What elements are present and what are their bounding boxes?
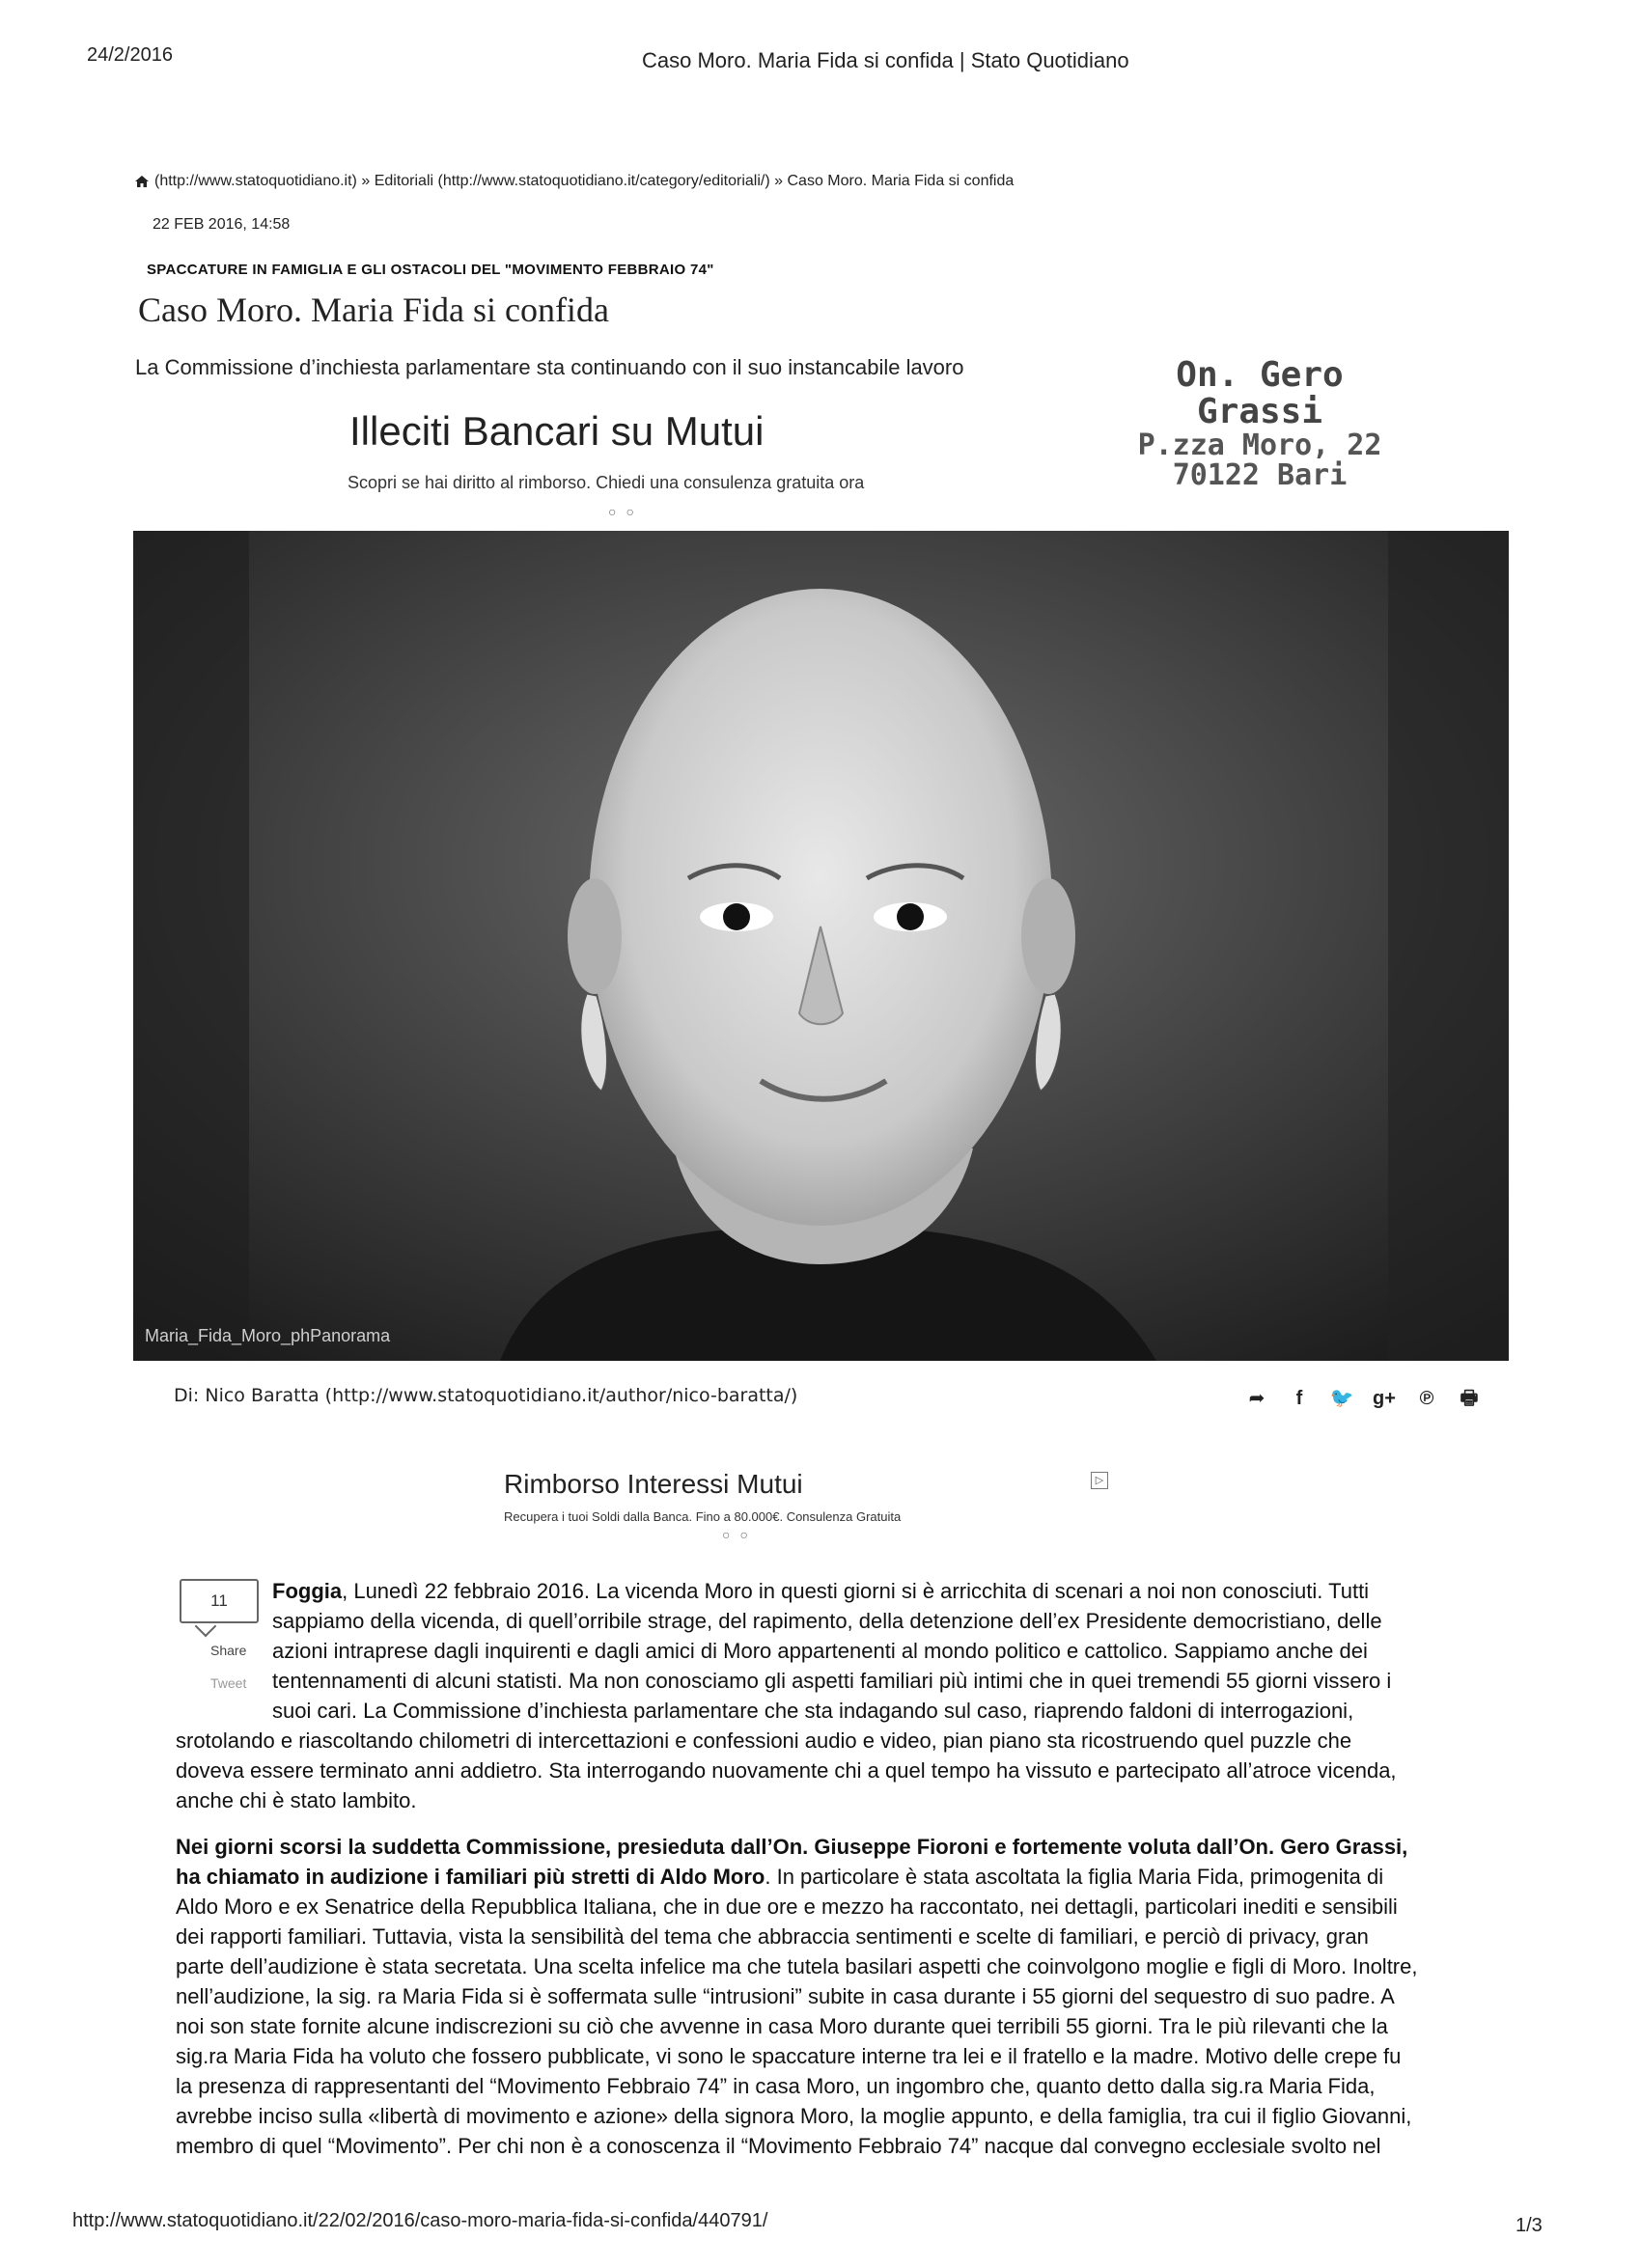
pinterest-icon[interactable]: ℗ <box>1419 1388 1434 1409</box>
tweet-button[interactable]: Tweet <box>210 1675 247 1691</box>
share-toolbar <box>1236 1384 1490 1417</box>
ad-pagination-dots[interactable]: ○○ <box>608 504 644 519</box>
breadcrumb-section-link[interactable]: Editoriali (http://www.statoquotidiano.it/category/editoriali/) <box>374 173 770 189</box>
paragraph-line: sig.ra Maria Fida ha voluto che fossero pubblicate, vi sono le spaccature interne tra lei e il fratello e la madre. Motivo delle crepe fu <box>176 2044 1402 2068</box>
article-kicker: SPACCATURE IN FAMIGLIA E GLI OSTACOLI DEL "MOVIMENTO FEBBRAIO 74" <box>147 262 714 278</box>
ad-title-2[interactable]: Rimborso Interessi Mutui <box>504 1469 803 1499</box>
stamp-name: On. Gero Grassi <box>1176 355 1344 431</box>
ad-description[interactable]: Scopri se hai diritto al rimborso. Chiedi una consulenza gratuita ora <box>348 473 865 492</box>
paragraph-line: suoi cari. La Commissione d’inchiesta parlamentare che sta indagando sul caso, riaprendo faldoni di interrogazioni, <box>272 1699 1354 1723</box>
breadcrumb-separator: » <box>361 173 371 189</box>
paragraph-line: Aldo Moro e ex Senatrice della Repubblica Italiana, che in due ore e mezzo ha raccontato, nei dettagli, particolari inediti e sensibili <box>176 1895 1398 1919</box>
article-photo <box>133 531 1509 1361</box>
portrait-image <box>133 531 1509 1361</box>
share-button[interactable]: Share <box>210 1643 247 1658</box>
paragraph-line: Nei giorni scorsi la suddetta Commissione, presieduta dall’On. Giuseppe Fioroni e fortemente voluta dall’On. Gero Grassi, <box>176 1835 1408 1859</box>
ad-pagination-dots-2[interactable]: ○○ <box>722 1527 758 1542</box>
paragraph-line: noi son state fornite alcune indiscrezioni su ciò che avvenne in casa Moro durante quei terribili 55 giorni. Tra le più rilevanti che la <box>176 2014 1388 2038</box>
adchoices-icon[interactable]: ▷ <box>1091 1472 1108 1489</box>
paragraph-line: Foggia, Lunedì 22 febbraio 2016. La vicenda Moro in questi giorni si è arricchita di scenari a noi non conosciuti. Tutti <box>272 1579 1370 1603</box>
paragraph-line: srotolando e riascoltando chilometri di intercettazioni e confessioni audio e video, pian piano sta ricostruendo quel puzzle che <box>176 1729 1352 1753</box>
stamp-street: P.zza Moro, 22 <box>1137 428 1382 462</box>
breadcrumb-separator: » <box>774 173 784 189</box>
breadcrumb-home-link[interactable]: (http://www.statoquotidiano.it) <box>154 173 357 189</box>
article-headline: Caso Moro. Maria Fida si confida <box>138 290 609 329</box>
print-date: 24/2/2016 <box>87 44 173 66</box>
paragraph-line: anche chi è stato lambito. <box>176 1788 417 1812</box>
twitter-icon[interactable]: 🐦 <box>1329 1388 1354 1409</box>
breadcrumb <box>135 173 1014 190</box>
paragraph-line: la presenza di rappresentanti del “Movimento Febbraio 74” in casa Moro, un ingombro che, quanto detto dalla sig.ra Maria Fida, <box>176 2074 1376 2098</box>
breadcrumb-current: Caso Moro. Maria Fida si confida <box>787 173 1015 189</box>
paragraph-line: membro di quel “Movimento”. Per chi non è a conoscenza il “Movimento Febbraio 74” nacque dal convegno ecclesiale svolto nel <box>176 2134 1381 2158</box>
paragraph-line: ha chiamato in audizione i familiari più stretti di Aldo Moro. In particolare è stata ascoltata la figlia Maria Fida, primogenita di <box>176 1865 1384 1889</box>
paragraph-line: tentennamenti di alcuni statisti. Ma non conosciamo gli aspetti familiari più intimi che in quei tremendi 55 giorni vissero i <box>272 1669 1392 1693</box>
paragraph-line: dei rapporti familiari. Tuttavia, vista la sensibilità del tema che abbraccia sentimenti e scelte di familiari, e perciò di privacy, gran <box>176 1924 1369 1949</box>
ad-title[interactable]: Illeciti Bancari su Mutui <box>349 408 765 454</box>
paragraph-line: sappiamo della vicenda, di quell’orribile strage, del rapimento, della detenzione dell’ex Presidente democristiano, delle <box>272 1609 1382 1633</box>
publish-date: 22 FEB 2016, 14:58 <box>153 216 291 233</box>
article-subheading: La Commissione d’inchiesta parlamentare sta continuando con il suo instancabile lavoro <box>135 355 964 379</box>
paragraph-line: azioni intraprese dagli inquirenti e dagli amici di Moro appartenenti al mondo politico e cattolico. Sappiamo anche dei <box>272 1639 1368 1663</box>
google-plus-icon[interactable]: g+ <box>1373 1388 1396 1409</box>
dateline-city: Foggia <box>272 1579 343 1603</box>
share-forward-icon[interactable]: ➦ <box>1248 1388 1266 1409</box>
article-paragraph-1 <box>176 1576 1440 1815</box>
byline[interactable]: Di: Nico Baratta (http://www.statoquotidiano.it/author/nico-baratta/) <box>174 1385 798 1406</box>
ad-description-2[interactable]: Recupera i tuoi Soldi dalla Banca. Fino a 80.000€. Consulenza Gratuita <box>504 1509 902 1524</box>
print-page-title: Caso Moro. Maria Fida si confida | Stato Quotidiano <box>642 48 1129 72</box>
share-count: 11 <box>180 1579 259 1623</box>
address-stamp <box>1110 357 1409 491</box>
print-page-number: 1/3 <box>1516 2215 1543 2236</box>
print-url: http://www.statoquotidiano.it/22/02/2016/caso-moro-maria-fida-si-confida/440791/ <box>72 2210 768 2231</box>
home-icon[interactable] <box>135 176 149 187</box>
stamp-city: 70122 Bari <box>1172 458 1348 493</box>
photo-caption: Maria_Fida_Moro_phPanorama <box>145 1326 391 1345</box>
print-icon[interactable]: 🖶 <box>1460 1388 1479 1409</box>
paragraph-line: avrebbe inciso sulla «libertà di movimento e azione» della signora Moro, la moglie appunto, e della famiglia, tra cui il figlio Giovanni, <box>176 2104 1412 2128</box>
paragraph-line: nell’audizione, la sig. ra Maria Fida si è soffermata sulle “intrusioni” subite in casa durante i 55 giorni del sequestro di suo padre. A <box>176 1984 1395 2008</box>
article-paragraph-2 <box>176 1832 1440 2161</box>
paragraph-line: parte dell’audizione è stata secretata. Una scelta infelice ma che tutela basilari aspetti che coinvolgono moglie e figli di Moro. Inoltre, <box>176 1954 1418 1978</box>
facebook-icon[interactable]: f <box>1295 1388 1303 1409</box>
paragraph-line: doveva essere terminato anni addietro. Sta interrogando nuovamente chi a quel tempo ha vissuto e partecipato all’atroce vicenda, <box>176 1758 1397 1783</box>
